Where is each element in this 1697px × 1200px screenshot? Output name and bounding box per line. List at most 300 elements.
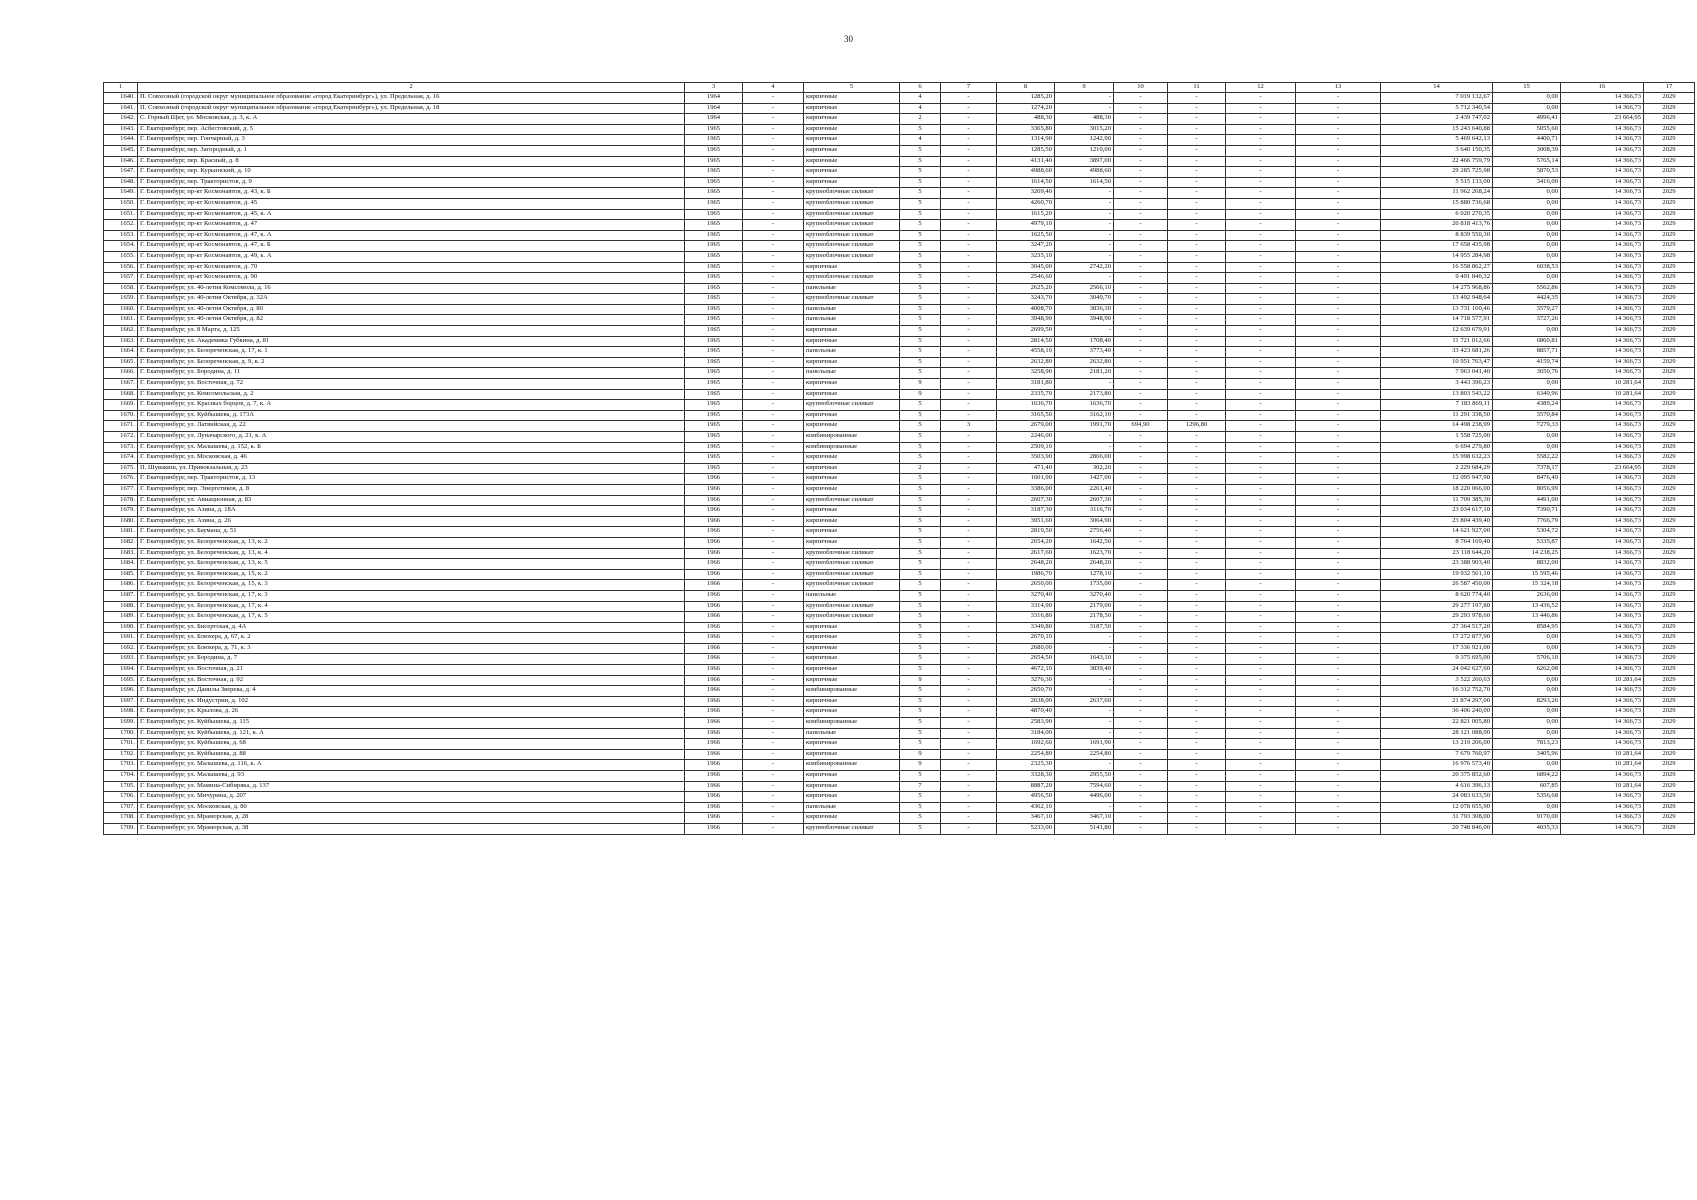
table-cell: Г. Екатеринбург, ул. Баумана, д. 51 <box>138 527 685 538</box>
table-cell: - <box>743 198 804 209</box>
table-cell: 4988,60 <box>997 167 1055 178</box>
table-cell: Г. Екатеринбург, ул. Комсомольская, д. 2 <box>138 389 685 400</box>
table-cell: 0,00 <box>1493 188 1561 199</box>
table-cell: - <box>1296 145 1381 156</box>
table-cell: 2029 <box>1644 379 1695 390</box>
table-cell: 9 <box>900 379 941 390</box>
table-row <box>104 93 1695 104</box>
table-cell: - <box>941 251 997 262</box>
table-cell: - <box>941 495 997 506</box>
table-cell: - <box>1296 580 1381 591</box>
table-cell: 1965 <box>685 463 743 474</box>
table-cell: - <box>743 665 804 676</box>
table-cell: - <box>743 537 804 548</box>
table-cell: 1694. <box>104 665 138 676</box>
table-cell: - <box>1055 718 1114 729</box>
table-cell: - <box>941 590 997 601</box>
table-cell: - <box>743 230 804 241</box>
table-cell: - <box>1168 601 1226 612</box>
table-cell: - <box>1114 527 1168 538</box>
table-cell: крупноблочные силикат <box>804 230 900 241</box>
table-cell: 8857,71 <box>1493 347 1561 358</box>
table-cell: - <box>1055 728 1114 739</box>
table-cell: 0,00 <box>1493 220 1561 231</box>
table-cell: - <box>1055 93 1114 104</box>
table-cell: 2680,00 <box>997 643 1055 654</box>
table-cell: - <box>1114 707 1168 718</box>
table-cell: - <box>1296 548 1381 559</box>
table-cell: - <box>941 484 997 495</box>
table-cell: кирпичные <box>804 484 900 495</box>
table-cell: Г. Екатеринбург, ул. Малышева, д. 93 <box>138 771 685 782</box>
table-cell: - <box>1296 198 1381 209</box>
table-cell: 471,40 <box>997 463 1055 474</box>
table-cell: 2029 <box>1644 368 1695 379</box>
table-cell: 607,85 <box>1493 781 1561 792</box>
table-cell: 2029 <box>1644 251 1695 262</box>
table-cell: 2029 <box>1644 304 1695 315</box>
table-cell: - <box>1226 347 1296 358</box>
table-cell: 3116,70 <box>1055 506 1114 517</box>
table-cell: 5 <box>900 696 941 707</box>
table-row <box>104 241 1695 252</box>
table-cell: 1274,20 <box>997 103 1055 114</box>
table-cell: - <box>1114 262 1168 273</box>
table-cell: 3162,10 <box>1055 410 1114 421</box>
table-cell: - <box>1296 156 1381 167</box>
table-cell: - <box>1114 220 1168 231</box>
table-cell: Г. Екатеринбург, ул. Академика Губкина, д. 81 <box>138 336 685 347</box>
table-cell: 1285,50 <box>997 145 1055 156</box>
column-header: 13 <box>1296 83 1381 93</box>
table-cell: 1285,20 <box>997 93 1055 104</box>
table-cell: 14 366,73 <box>1561 198 1644 209</box>
table-cell: 9170,00 <box>1493 813 1561 824</box>
table-cell: - <box>743 410 804 421</box>
table-row <box>104 283 1695 294</box>
table-cell: - <box>1168 749 1226 760</box>
table-cell: комбинированные <box>804 718 900 729</box>
table-cell: Г. Екатеринбург, ул. Белореченская, д. 17, к. 5 <box>138 612 685 623</box>
table-cell: 2756,40 <box>1055 527 1114 538</box>
table-cell: - <box>1168 813 1226 824</box>
table-cell: кирпичные <box>804 326 900 337</box>
table-cell: 1966 <box>685 718 743 729</box>
table-cell: 0,00 <box>1493 675 1561 686</box>
table-cell: - <box>743 400 804 411</box>
table-cell: Г. Екатеринбург, пер. Загородный, д. 1 <box>138 145 685 156</box>
table-cell: - <box>1168 410 1226 421</box>
table-cell: кирпичные <box>804 792 900 803</box>
table-cell: крупноблочные силикат <box>804 612 900 623</box>
table-cell: 1691,90 <box>1055 739 1114 750</box>
table-cell: 2029 <box>1644 220 1695 231</box>
table-cell: - <box>743 241 804 252</box>
table-cell: - <box>1296 93 1381 104</box>
table-cell: 3416,00 <box>1493 177 1561 188</box>
table-cell: 5 <box>900 209 941 220</box>
table-cell: - <box>1055 220 1114 231</box>
table-row <box>104 601 1695 612</box>
table-cell: 1966 <box>685 495 743 506</box>
table-cell: 2029 <box>1644 209 1695 220</box>
table-cell: - <box>1168 241 1226 252</box>
table-cell: - <box>1226 188 1296 199</box>
table-cell: 1965 <box>685 336 743 347</box>
table-cell: - <box>941 548 997 559</box>
table-cell: - <box>1114 93 1168 104</box>
table-cell: кирпичные <box>804 389 900 400</box>
table-cell: 1966 <box>685 559 743 570</box>
table-cell: - <box>1168 124 1226 135</box>
table-cell: - <box>743 304 804 315</box>
table-cell: - <box>941 601 997 612</box>
table-cell: - <box>1168 304 1226 315</box>
table-cell: - <box>1114 135 1168 146</box>
table-cell: - <box>1168 559 1226 570</box>
table-row <box>104 432 1695 443</box>
table-cell: - <box>1226 156 1296 167</box>
table-cell: кирпичные <box>804 654 900 665</box>
table-cell: 0,00 <box>1493 802 1561 813</box>
table-cell: 5 <box>900 739 941 750</box>
table-cell: 1649. <box>104 188 138 199</box>
table-cell: 0,00 <box>1493 326 1561 337</box>
table-cell: 5 <box>900 304 941 315</box>
table-cell: - <box>743 802 804 813</box>
table-row <box>104 188 1695 199</box>
table-cell: - <box>1055 442 1114 453</box>
table-cell: 4 <box>900 93 941 104</box>
table-cell: 14 366,73 <box>1561 569 1644 580</box>
table-cell: - <box>941 802 997 813</box>
table-cell: 5 <box>900 601 941 612</box>
table-cell: 5 <box>900 612 941 623</box>
table-cell: 3836,30 <box>1055 304 1114 315</box>
table-cell: - <box>1226 103 1296 114</box>
table-cell: 1966 <box>685 580 743 591</box>
table-cell: - <box>1296 823 1381 834</box>
table-cell: - <box>1296 527 1381 538</box>
table-cell: 4035,33 <box>1493 823 1561 834</box>
table-cell: - <box>1168 506 1226 517</box>
table-cell: - <box>941 643 997 654</box>
table-cell: 1965 <box>685 167 743 178</box>
table-cell: 5582,22 <box>1493 453 1561 464</box>
table-cell: 488,30 <box>997 114 1055 125</box>
table-cell: - <box>941 347 997 358</box>
table-cell: 3049,70 <box>1055 294 1114 305</box>
table-cell: 2029 <box>1644 135 1695 146</box>
table-cell: 1677. <box>104 484 138 495</box>
table-cell: панельные <box>804 283 900 294</box>
table-cell: 5 <box>900 569 941 580</box>
page-number: 30 <box>844 34 853 44</box>
table-cell: 14 275 968,86 <box>1381 283 1493 294</box>
table-cell: - <box>1296 495 1381 506</box>
table-cell: кирпичные <box>804 506 900 517</box>
table-cell: 2029 <box>1644 665 1695 676</box>
table-cell: 8584,95 <box>1493 622 1561 633</box>
table-cell: - <box>1296 633 1381 644</box>
table-cell: кирпичные <box>804 516 900 527</box>
table-cell: 14 366,73 <box>1561 601 1644 612</box>
table-cell: - <box>743 421 804 432</box>
table-cell: 1657. <box>104 273 138 284</box>
table-cell: Г. Екатеринбург, ул. Восточная, д. 21 <box>138 665 685 676</box>
table-cell: 5 <box>900 665 941 676</box>
table-cell: 1965 <box>685 326 743 337</box>
table-cell: - <box>743 781 804 792</box>
table-cell: - <box>1296 220 1381 231</box>
table-cell: 5 <box>900 177 941 188</box>
table-cell: 5 <box>900 559 941 570</box>
table-cell: 5 <box>900 728 941 739</box>
table-cell: 2607,30 <box>1055 495 1114 506</box>
table-cell: - <box>1168 336 1226 347</box>
table-cell: Г. Екатеринбург, пр-кт Космонавтов, д. 43, к. Б <box>138 188 685 199</box>
column-header: 16 <box>1561 83 1644 93</box>
table-cell: - <box>1226 506 1296 517</box>
table-cell: - <box>941 357 997 368</box>
table-cell: 2654,50 <box>997 654 1055 665</box>
table-cell: 2650,70 <box>997 686 1055 697</box>
table-cell: 5 <box>900 241 941 252</box>
table-cell: - <box>743 749 804 760</box>
table-cell: - <box>743 580 804 591</box>
table-cell: 1210,00 <box>1055 145 1114 156</box>
table-cell: кирпичные <box>804 622 900 633</box>
table-cell: комбинированные <box>804 442 900 453</box>
table-cell: 3 522 260,63 <box>1381 675 1493 686</box>
table-cell: 5 <box>900 368 941 379</box>
table-cell: панельные <box>804 728 900 739</box>
table-cell: 2029 <box>1644 93 1695 104</box>
table-cell: - <box>743 813 804 824</box>
table-cell: 3897,00 <box>1055 156 1114 167</box>
table-cell: 2029 <box>1644 686 1695 697</box>
table-cell: 9 <box>900 760 941 771</box>
table-row <box>104 749 1695 760</box>
table-cell: 5055,60 <box>1493 124 1561 135</box>
table-cell: - <box>1226 124 1296 135</box>
table-cell: - <box>1226 315 1296 326</box>
table-row <box>104 368 1695 379</box>
table-cell: 14 366,73 <box>1561 707 1644 718</box>
table-cell: - <box>1168 251 1226 262</box>
table-row <box>104 802 1695 813</box>
table-cell: 14 366,73 <box>1561 665 1644 676</box>
table-cell: Г. Екатеринбург, ул. Азина, д. 26 <box>138 516 685 527</box>
table-cell: Г. Екатеринбург, пер. Гончарный, д. 3 <box>138 135 685 146</box>
table-cell: - <box>941 209 997 220</box>
table-cell: 1614,50 <box>997 177 1055 188</box>
table-cell: - <box>1226 484 1296 495</box>
table-cell: - <box>743 792 804 803</box>
table-cell: - <box>1114 347 1168 358</box>
table-cell: - <box>1226 368 1296 379</box>
table-cell: - <box>1055 251 1114 262</box>
table-cell: - <box>1226 114 1296 125</box>
table-cell: - <box>743 696 804 707</box>
table-cell: 14 366,73 <box>1561 432 1644 443</box>
table-cell: 1708. <box>104 813 138 824</box>
table-cell: 2029 <box>1644 823 1695 834</box>
table-cell: 0,00 <box>1493 643 1561 654</box>
table-cell: 5 <box>900 230 941 241</box>
column-header: 12 <box>1226 83 1296 93</box>
table-cell: 2181,20 <box>1055 368 1114 379</box>
table-row <box>104 495 1695 506</box>
table-cell: 19 932 561,10 <box>1381 569 1493 580</box>
table-cell: - <box>1296 283 1381 294</box>
table-cell: - <box>1114 643 1168 654</box>
table-cell: - <box>743 453 804 464</box>
table-row <box>104 220 1695 231</box>
table-cell: 0,00 <box>1493 209 1561 220</box>
table-cell: 4424,35 <box>1493 294 1561 305</box>
table-cell: 1700. <box>104 728 138 739</box>
table-cell: Г. Екатеринбург, пр-кт Космонавтов, д. 47 <box>138 220 685 231</box>
table-cell: - <box>1168 103 1226 114</box>
table-cell: - <box>1296 675 1381 686</box>
table-cell: 1625,50 <box>997 230 1055 241</box>
table-cell: 3365,80 <box>997 124 1055 135</box>
table-cell: Г. Екатеринбург, ул. Куйбышева, д. 121, к. А <box>138 728 685 739</box>
table-cell: - <box>1296 559 1381 570</box>
table-cell: 1965 <box>685 156 743 167</box>
table-cell: - <box>941 432 997 443</box>
table-cell: - <box>941 760 997 771</box>
table-cell: 2819,50 <box>997 527 1055 538</box>
housing-register-table <box>103 82 1695 835</box>
table-cell: 14 366,73 <box>1561 177 1644 188</box>
table-cell: - <box>941 686 997 697</box>
table-cell: 1689. <box>104 612 138 623</box>
table-cell: - <box>1114 474 1168 485</box>
table-cell: - <box>743 347 804 358</box>
table-cell: 0,00 <box>1493 686 1561 697</box>
table-cell: - <box>1226 251 1296 262</box>
table-cell: кирпичные <box>804 665 900 676</box>
table-cell: Г. Екатеринбург, ул. Мраморская, д. 28 <box>138 813 685 824</box>
table-cell: 5 <box>900 495 941 506</box>
table-cell: 2029 <box>1644 177 1695 188</box>
table-cell: Г. Екатеринбург, ул. Авиационная, д. 83 <box>138 495 685 506</box>
table-cell: 14 366,73 <box>1561 400 1644 411</box>
table-cell: 3467,10 <box>1055 813 1114 824</box>
table-cell: Г. Екатеринбург, пер. Курьинский, д. 10 <box>138 167 685 178</box>
table-cell: Г. Екатеринбург, ул. Крылова, д. 26 <box>138 707 685 718</box>
table-cell: - <box>1296 432 1381 443</box>
table-cell: - <box>1226 209 1296 220</box>
table-cell: Г. Екатеринбург, ул. Белореченская, д. 17, к. 4 <box>138 601 685 612</box>
table-cell: 2648,20 <box>1055 559 1114 570</box>
table-cell: кирпичные <box>804 749 900 760</box>
table-cell: - <box>1226 622 1296 633</box>
table-cell: 1965 <box>685 283 743 294</box>
table-cell: - <box>1296 103 1381 114</box>
table-cell: 6 694 279,80 <box>1381 442 1493 453</box>
table-cell: 1966 <box>685 749 743 760</box>
table-cell: 10 281,64 <box>1561 749 1644 760</box>
table-cell: - <box>1168 612 1226 623</box>
table-cell: - <box>941 823 997 834</box>
table-cell: 8 764 169,40 <box>1381 537 1493 548</box>
table-cell: 2509,10 <box>997 442 1055 453</box>
table-cell: 5 <box>900 718 941 729</box>
table-cell: 1664. <box>104 347 138 358</box>
table-cell: 1965 <box>685 177 743 188</box>
table-cell: Г. Екатеринбург, ул. 40-летия Октября, д. 80 <box>138 304 685 315</box>
table-cell: 3187,50 <box>1055 622 1114 633</box>
table-cell: - <box>1114 315 1168 326</box>
table-cell: 14 498 238,99 <box>1381 421 1493 432</box>
table-cell: 1658. <box>104 283 138 294</box>
table-cell: - <box>1055 103 1114 114</box>
table-cell: 2 439 747,02 <box>1381 114 1493 125</box>
table-cell: 9 <box>900 389 941 400</box>
table-cell: - <box>743 135 804 146</box>
table-cell: 1645. <box>104 145 138 156</box>
table-cell: 4400,71 <box>1493 135 1561 146</box>
table-row <box>104 633 1695 644</box>
table-cell: Г. Екатеринбург, ул. 40-летия Комсомола, д. 16 <box>138 283 685 294</box>
table-cell: 1663. <box>104 336 138 347</box>
table-cell: - <box>941 410 997 421</box>
table-cell: Г. Екатеринбург, ул. Данилы Зверева, д. 4 <box>138 686 685 697</box>
table-cell: 2029 <box>1644 802 1695 813</box>
table-cell: - <box>1226 241 1296 252</box>
table-cell: 12 095 947,90 <box>1381 474 1493 485</box>
table-cell: 1965 <box>685 209 743 220</box>
table-cell: 2029 <box>1644 474 1695 485</box>
table-cell: - <box>941 389 997 400</box>
table-cell: 1682. <box>104 537 138 548</box>
table-cell: 2699,50 <box>997 326 1055 337</box>
table-cell: 5 <box>900 654 941 665</box>
table-cell: 1673. <box>104 442 138 453</box>
table-cell: - <box>1226 432 1296 443</box>
table-cell: 18 220 066,00 <box>1381 484 1493 495</box>
table-cell: - <box>1296 612 1381 623</box>
table-cell: 1644. <box>104 135 138 146</box>
table-cell: - <box>743 442 804 453</box>
table-cell: - <box>1296 707 1381 718</box>
table-cell: 2029 <box>1644 601 1695 612</box>
table-cell: - <box>1055 686 1114 697</box>
table-cell: - <box>1114 771 1168 782</box>
table-cell: комбинированные <box>804 432 900 443</box>
table-cell: - <box>743 707 804 718</box>
table-cell: - <box>941 368 997 379</box>
table-cell: 1671. <box>104 421 138 432</box>
table-cell: 1966 <box>685 506 743 517</box>
table-cell: - <box>1114 379 1168 390</box>
table-cell: - <box>1168 718 1226 729</box>
table-cell: - <box>1296 400 1381 411</box>
column-header: 10 <box>1114 83 1168 93</box>
table-cell: 1965 <box>685 198 743 209</box>
table-cell: кирпичные <box>804 156 900 167</box>
table-cell: - <box>1226 802 1296 813</box>
table-row <box>104 124 1695 135</box>
table-cell: - <box>1168 527 1226 538</box>
table-cell: 7279,33 <box>1493 421 1561 432</box>
table-cell: кирпичные <box>804 379 900 390</box>
table-cell: 5 <box>900 516 941 527</box>
table-cell: Г. Екатеринбург, ул. Мраморская, д. 38 <box>138 823 685 834</box>
